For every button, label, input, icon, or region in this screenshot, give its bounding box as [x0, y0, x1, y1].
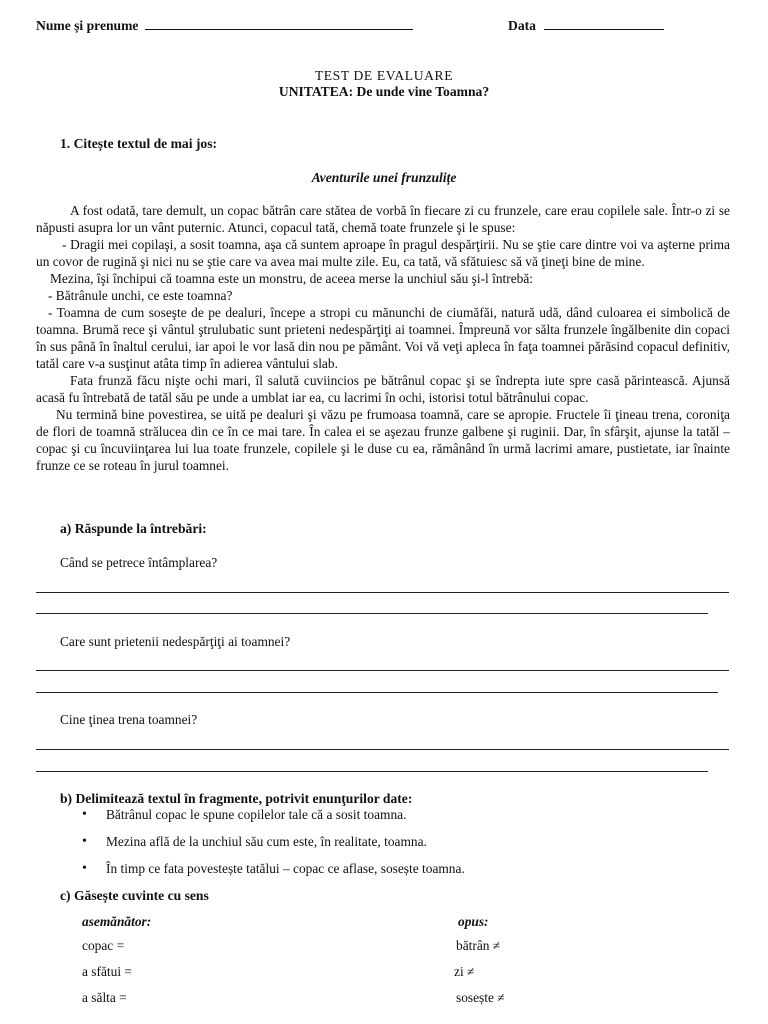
answer-line[interactable] [36, 670, 729, 671]
question-2: Care sunt prietenii nedespărţiţi ai toamnei? [60, 634, 291, 649]
story-paragraph: - Toamna de cum soseşte de pe dealuri, începe a stropi cu mănunchi de ciumăfăi, natură udă, dând culoarea ei simbolică de toamna. Brumă rece şi vântul ştrulubatic sunt prieteni nedespărţiţi ai toamnei. Împreună vor sălta frunzele îngălbenite din copaci în sus până în înaltul cerului, iar apoi le vor lasă din nou pe pământ. Voi vă veţi apleca în faţa toamnei părăsind copacul definitiv, tatăl care v-a susţinut atâta timp în adierea vântului slab. [36, 305, 730, 371]
title-line-1: TEST DE EVALUARE [314, 68, 454, 83]
header-row [36, 17, 736, 37]
antonym-word: zi ≠ [454, 964, 475, 979]
name-label: Nume și prenume [36, 18, 139, 33]
date-blank-line[interactable] [544, 17, 664, 30]
section-a-heading: a) Răspunde la întrebări: [60, 521, 207, 536]
story-paragraph: Mezina, îşi închipui că toamna este un monstru, de aceea merse la unchiul său şi-l întrebă: [50, 271, 534, 286]
answer-line[interactable] [36, 613, 708, 614]
question-3: Cine ţinea trena toamnei? [60, 712, 198, 727]
name-field [36, 17, 413, 34]
synonym-word: a sfătui = [82, 964, 132, 979]
story-paragraph: - Bătrânule unchi, ce este toamna? [48, 288, 233, 303]
name-blank-line[interactable] [145, 17, 413, 30]
story-paragraph: A fost odată, tare demult, un copac bătrân care stătea de vorbă în fiecare zi cu frunzele, care erau copilele sale. Într-o zi se năpusti asupra lor un vânt puternic. Atunci, copacul tată, chemă toate frunzele şi le spuse: [36, 203, 730, 235]
synonym-word: a sălta = [82, 990, 127, 1005]
date-label: Data [508, 18, 536, 33]
section-b-heading: b) Delimitează textul în fragmente, potrivit enunţurilor date: [60, 791, 413, 806]
story-paragraph: - Dragii mei copilaşi, a sosit toamna, aşa că suntem aproape în pragul despărţirii. Nu se ştie care dintre voi va aşterne prima un covor de rugină şi nici nu se ştie care va avea mai multe zile. Eu, ca tată, vă sfătuiesc să vă ţineţi bine de mine. [36, 237, 730, 269]
list-item: • Bătrânul copac le spune copilelor tale că a sosit toamna. [82, 806, 465, 833]
answer-line[interactable] [36, 692, 718, 693]
answer-line[interactable] [36, 749, 729, 750]
section-c-heading: c) Găsește cuvinte cu sens [60, 888, 209, 903]
story-text [36, 202, 730, 474]
story-paragraph: Fata frunză făcu nişte ochi mari, îl salută cuviincios pe bătrânul copac şi se îndrepta iute spre casă părintească. Ajunsă acasă fu întrebată de tatăl său pe unde a umblat iar ea, cu lacrimi în ochi, istorisi totul bătrânului copac. [36, 373, 730, 405]
answer-line[interactable] [36, 592, 729, 593]
story-paragraph: Nu termină bine povestirea, se uită pe dealuri şi văzu pe frumoasa toamnă, care se apropie. Fructele îi ţineau trena, coroniţa de flori de toamnă strălucea din ce în ce mai tare. În calea ei se aşezau frunze galbene şi ruginii. Dar, în sfârşit, ajunse la tatăl – copac şi cu încuviinţarea lui lua toate frunzele, copilele şi le duse cu ea, rămânând în urmă lacrimi amare, pustietate, iar înainte frunze ce se roteau în jurul toamnei. [36, 407, 730, 473]
title-line-2: UNITATEA: De unde vine Toamna? [278, 84, 490, 99]
antonym-word: sosește ≠ [456, 990, 505, 1005]
test-title [0, 68, 768, 100]
synonym-word: copac = [82, 938, 125, 953]
list-item: • Mezina află de la unchiul său cum este, în realitate, toamna. [82, 833, 465, 860]
synonyms-column-header: asemănător: [82, 914, 152, 929]
antonyms-column-header: opus: [458, 914, 489, 929]
list-item: • În timp ce fata povestește tatălui – copac ce aflase, sosește toamna. [82, 860, 465, 887]
fragment-list [82, 806, 465, 887]
answer-line[interactable] [36, 771, 708, 772]
antonym-word: bătrân ≠ [456, 938, 501, 953]
question-1: Când se petrece întâmplarea? [60, 555, 218, 570]
task-1-heading: 1. Citește textul de mai jos: [60, 136, 218, 151]
date-field [508, 17, 664, 34]
story-title: Aventurile unei frunzulițe [311, 170, 457, 185]
